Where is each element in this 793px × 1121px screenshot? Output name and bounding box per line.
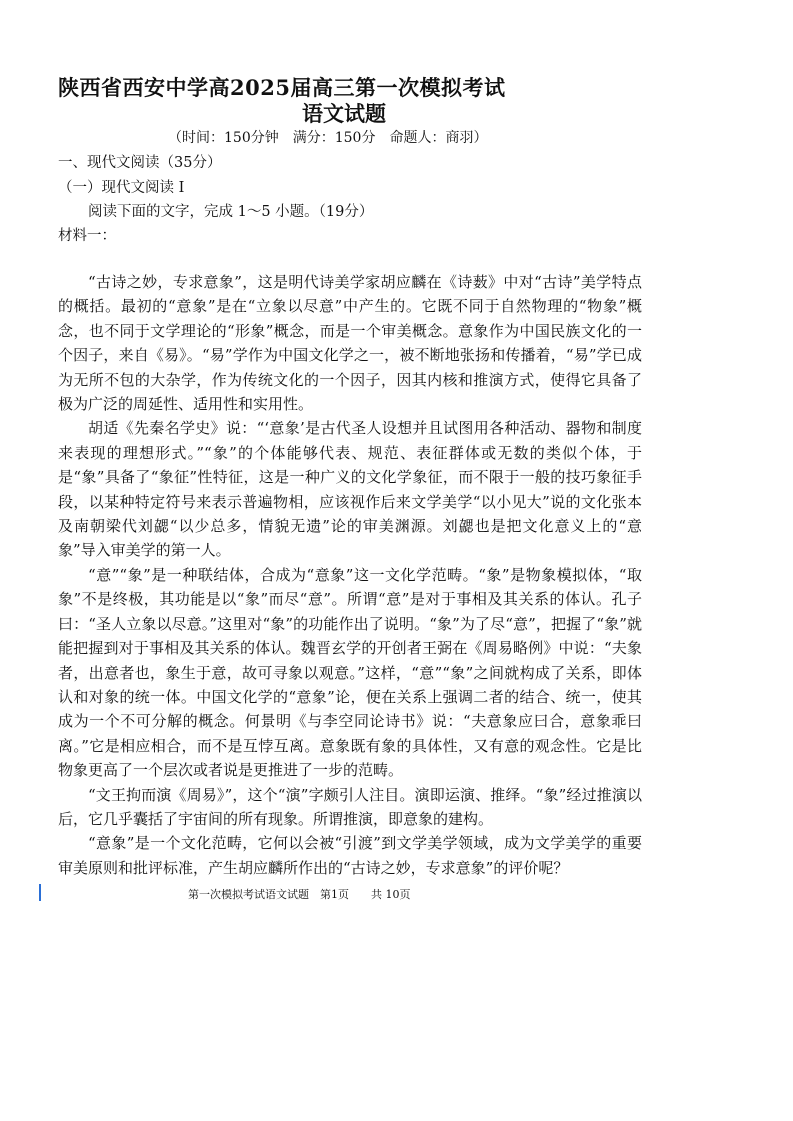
exam-title: 陕西省西安中学高2025届高三第一次模拟考试 bbox=[58, 75, 506, 100]
subsection-heading: （一）现代文阅读 I bbox=[58, 180, 185, 196]
exam-subtitle: 语文试题 bbox=[302, 101, 386, 126]
paragraph: “意象”是一个文化范畴，它何以会被“引渡”到文学美学领域，成为文学美学的重要审美原则和批评标准，产生胡应麟所作出的“古诗之妙，专求意象”的评价呢？ bbox=[58, 834, 642, 877]
paragraph: “古诗之妙，专求意象”，这是明代诗美学家胡应麟在《诗薮》中对“古诗”美学特点的概括。最初的“意象”是在“立象以尽意”中产生的。它既不同于自然物理的“物象”概念，也不同于文学理论的“形象”概念，而是一个审美概念。意象作为中国民族文化的一个因子，来自《易》。“易”学作为中国文化学之一，被不断地张扬和传播着，“易”学已成为无所不包的大杂学，作为传统文化的一个因子，因其内核和推演方式，使得它具备了极为广泛的周延性、适用性和实用性。 bbox=[58, 273, 642, 414]
instruction-text: 阅读下面的文字，完成 1～5 小题。（19分） bbox=[88, 204, 374, 220]
paragraph: “意”“象”是一种联结体，合成为“意象”这一文化学范畴。“象”是物象模拟体，“取象”不是终极，其功能是以“象”而尽“意”。所谓“意”是对于事相及其关系的体认。孔子曰：“圣人立象以尽意。”这里对“象”的功能作出了说明。“象”为了尽“意”，把握了“象”就能把握到对于事相及其关系的体认。魏晋玄学的开创者王弼在《周易略例》中说：“夫象者，出意者也，象生于意，故可寻象以观意。”这样，“意”“象”之间就构成了关系，即体认和对象的统一体。中国文化学的“意象”论，便在关系上强调二者的结合、统一，使其成为一个不可分解的概念。何景明《与李空同论诗书》说：“夫意象应曰合，意象乖曰离。”它是相应相合，而不是互悖互离。意象既有象的具体性，又有意的观念性。它是比物象更高了一个层次或者说是更推进了一步的范畴。 bbox=[58, 565, 642, 780]
paragraph: 胡适《先秦名学史》说：“‘意象’是古代圣人设想并且试图用各种活动、器物和制度来表现的理想形式。”“象”的个体能够代表、规范、表征群体或无数的类似个体，于是“象”具备了“象征”性特征，这是一种广义的文化学象征，而不限于一般的技巧象征手段，以某种特定符号来表示普遍物相，应该视作后来文学美学“以小见大”说的文化张本及南朝梁代刘勰“以少总多，情貌无遗”论的审美渊源。刘勰也是把文化意义上的“意象”导入审美学的第一人。 bbox=[58, 419, 642, 560]
exam-meta: （时间：150分钟 满分：150分 命题人：商羽） bbox=[168, 130, 488, 146]
section-heading: 一、现代文阅读（35分） bbox=[58, 155, 222, 171]
paragraph: “文王拘而演《周易》”，这个“演”字颇引人注目。演即运演、推绎。“象”经过推演以后，它几乎囊括了宇宙间的所有现象。所谓推演，即意象的建构。 bbox=[58, 785, 642, 828]
passage-body bbox=[58, 270, 642, 880]
material-label: 材料一： bbox=[58, 228, 116, 244]
text-cursor-marker bbox=[39, 884, 41, 901]
page-footer: 第一次模拟考试语文试题 第1页 共 10页 bbox=[188, 888, 411, 901]
